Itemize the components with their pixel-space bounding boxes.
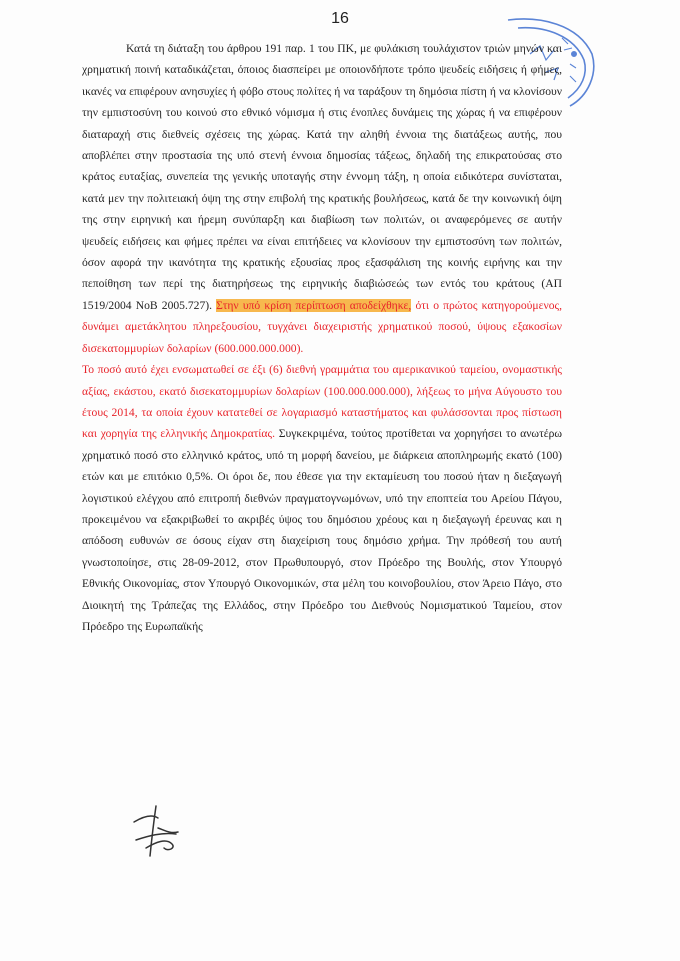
highlighted-text: Στην υπό κρίση περίπτωση αποδείχθηκε, (216, 298, 412, 312)
handwritten-signature (128, 802, 188, 860)
document-body (82, 38, 562, 637)
red-text-paragraph: Το ποσό αυτό έχει ενσωματωθεί σε έξι (6) διεθνή γραμμάτια του αμερικανικού ταμείου, ονομαστικής αξίας, εκάστου, εκατό δισεκατομμυρίων δολαρίων (100.000.000.000), λήξεως το μήνα Αύγουστο του έτους 2014, τα οποία έχουν κατατεθεί σε λογαριασμό καταστήματος και φυλάσσονται προς πίστωση και χορηγία της ελληνικής Δημοκρατίας. (82, 363, 562, 441)
red-text: ότι ο πρώτος κατηγορούμενος, δυνάμει αμετάκλητου πληρεξουσίου, τυγχάνει διαχειριστής χρηματικού ποσού, ύψους εξακοσίων δισεκατομμυρίων δολαρίων (600.000.000.000). (82, 298, 562, 355)
paragraph-legal-provision (82, 38, 562, 359)
paragraph-text: Κατά τη διάταξη του άρθρου 191 παρ. 1 του ΠΚ, με φυλάκιση τουλάχιστον τριών μηνών και χρηματική ποινή καταδικάζεται, όποιος διασπείρει με οποιονδήποτε τρόπο ψευδείς ειδήσεις ή φήμες, ικανές να επιφέρουν ανησυχίες ή φόβο στους πολίτες ή να ταράξουν τη δημόσια πίστη ή να κλονίσουν την εμπιστοσύνη του κοινού στο εθνικό νόμισμα ή στις ένοπλες δυνάμεις της χώρας ή να επιφέρουν διαταραχή στις διεθνείς σχέσεις της χώρας. Κατά την αληθή έννοια της διατάξεως αυτής, που αποβλέπει στην προστασία της υπό στενή έννοια δημοσίας τάξεως, δηλαδή της επικρατούσας στο κράτος ευταξίας, συνεπεία της γενικής υποταγής στην έννομη τάξη, η οποία ειδικότερα συνίσταται, κατά μεν την πολιτειακή όψη της στην επιβολή της κρατικής βουλήσεως, κατά δε την κοινωνική όψη της στην ειρηνική και ήρεμη συνύπαρξη και διαβίωση των πολιτών, οι αναφερόμενες σε αυτήν ψευδείς ειδήσεις και φήμες πρέπει να είναι επιτήδειες να κλονίσουν την εμπιστοσύνη των πολιτών, όσον αφορά την ικανότητα της κρατικής εξουσίας προς εξασφάλιση της κοινής ειρήνης και την πεποίθηση των περί της διατηρήσεως της ειρηνικής διαβιώσεώς των εντός του κράτους (ΑΠ 1519/2004 ΝοΒ 2005.727). (82, 42, 562, 312)
page-number: 16 (331, 10, 349, 27)
paragraph-text: Συγκεκριμένα, τούτος προτίθεται να χορηγήσει το ανωτέρω χρηματικό ποσό στο ελληνικό κράτος, υπό τη μορφή δανείου, με διάρκεια αποπληρωμής εκατό (100) ετών και με επιτόκιο 0,5%. Οι όροι δε, που έθεσε για την εκταμίευση του ποσού ήταν η διεξαγωγή λογιστικού ελέγχου από επιτροπή διεθνών πραγματογνωμόνων, υπό την εποπτεία του Αρείου Πάγου, προκειμένου να εξακριβωθεί το ακριβές ύψος του δημόσιου χρέους και η διεξαγωγή έρευνας και η απόδοση ευθυνών σε όσους είχαν στη διαχείριση τους δημόσιο χρήμα. Την πρόθεσή του αυτή γνωστοποίησε, στις 28-09-2012, στον Πρωθυπουργό, στον Πρόεδρο της Βουλής, στον Υπουργό Εθνικής Οικονομίας, στον Υπουργό Οικονομικών, στα μέλη του κοινοβουλίου, στον Άρειο Πάγο, στο Διοικητή της Τράπεζας της Ελλάδος, στην Πρόεδρο του Διεθνούς Νομισματικού Ταμείου, στον Πρόεδρο της Ευρωπαϊκής (82, 427, 563, 633)
paragraph-loan-details (82, 359, 562, 637)
